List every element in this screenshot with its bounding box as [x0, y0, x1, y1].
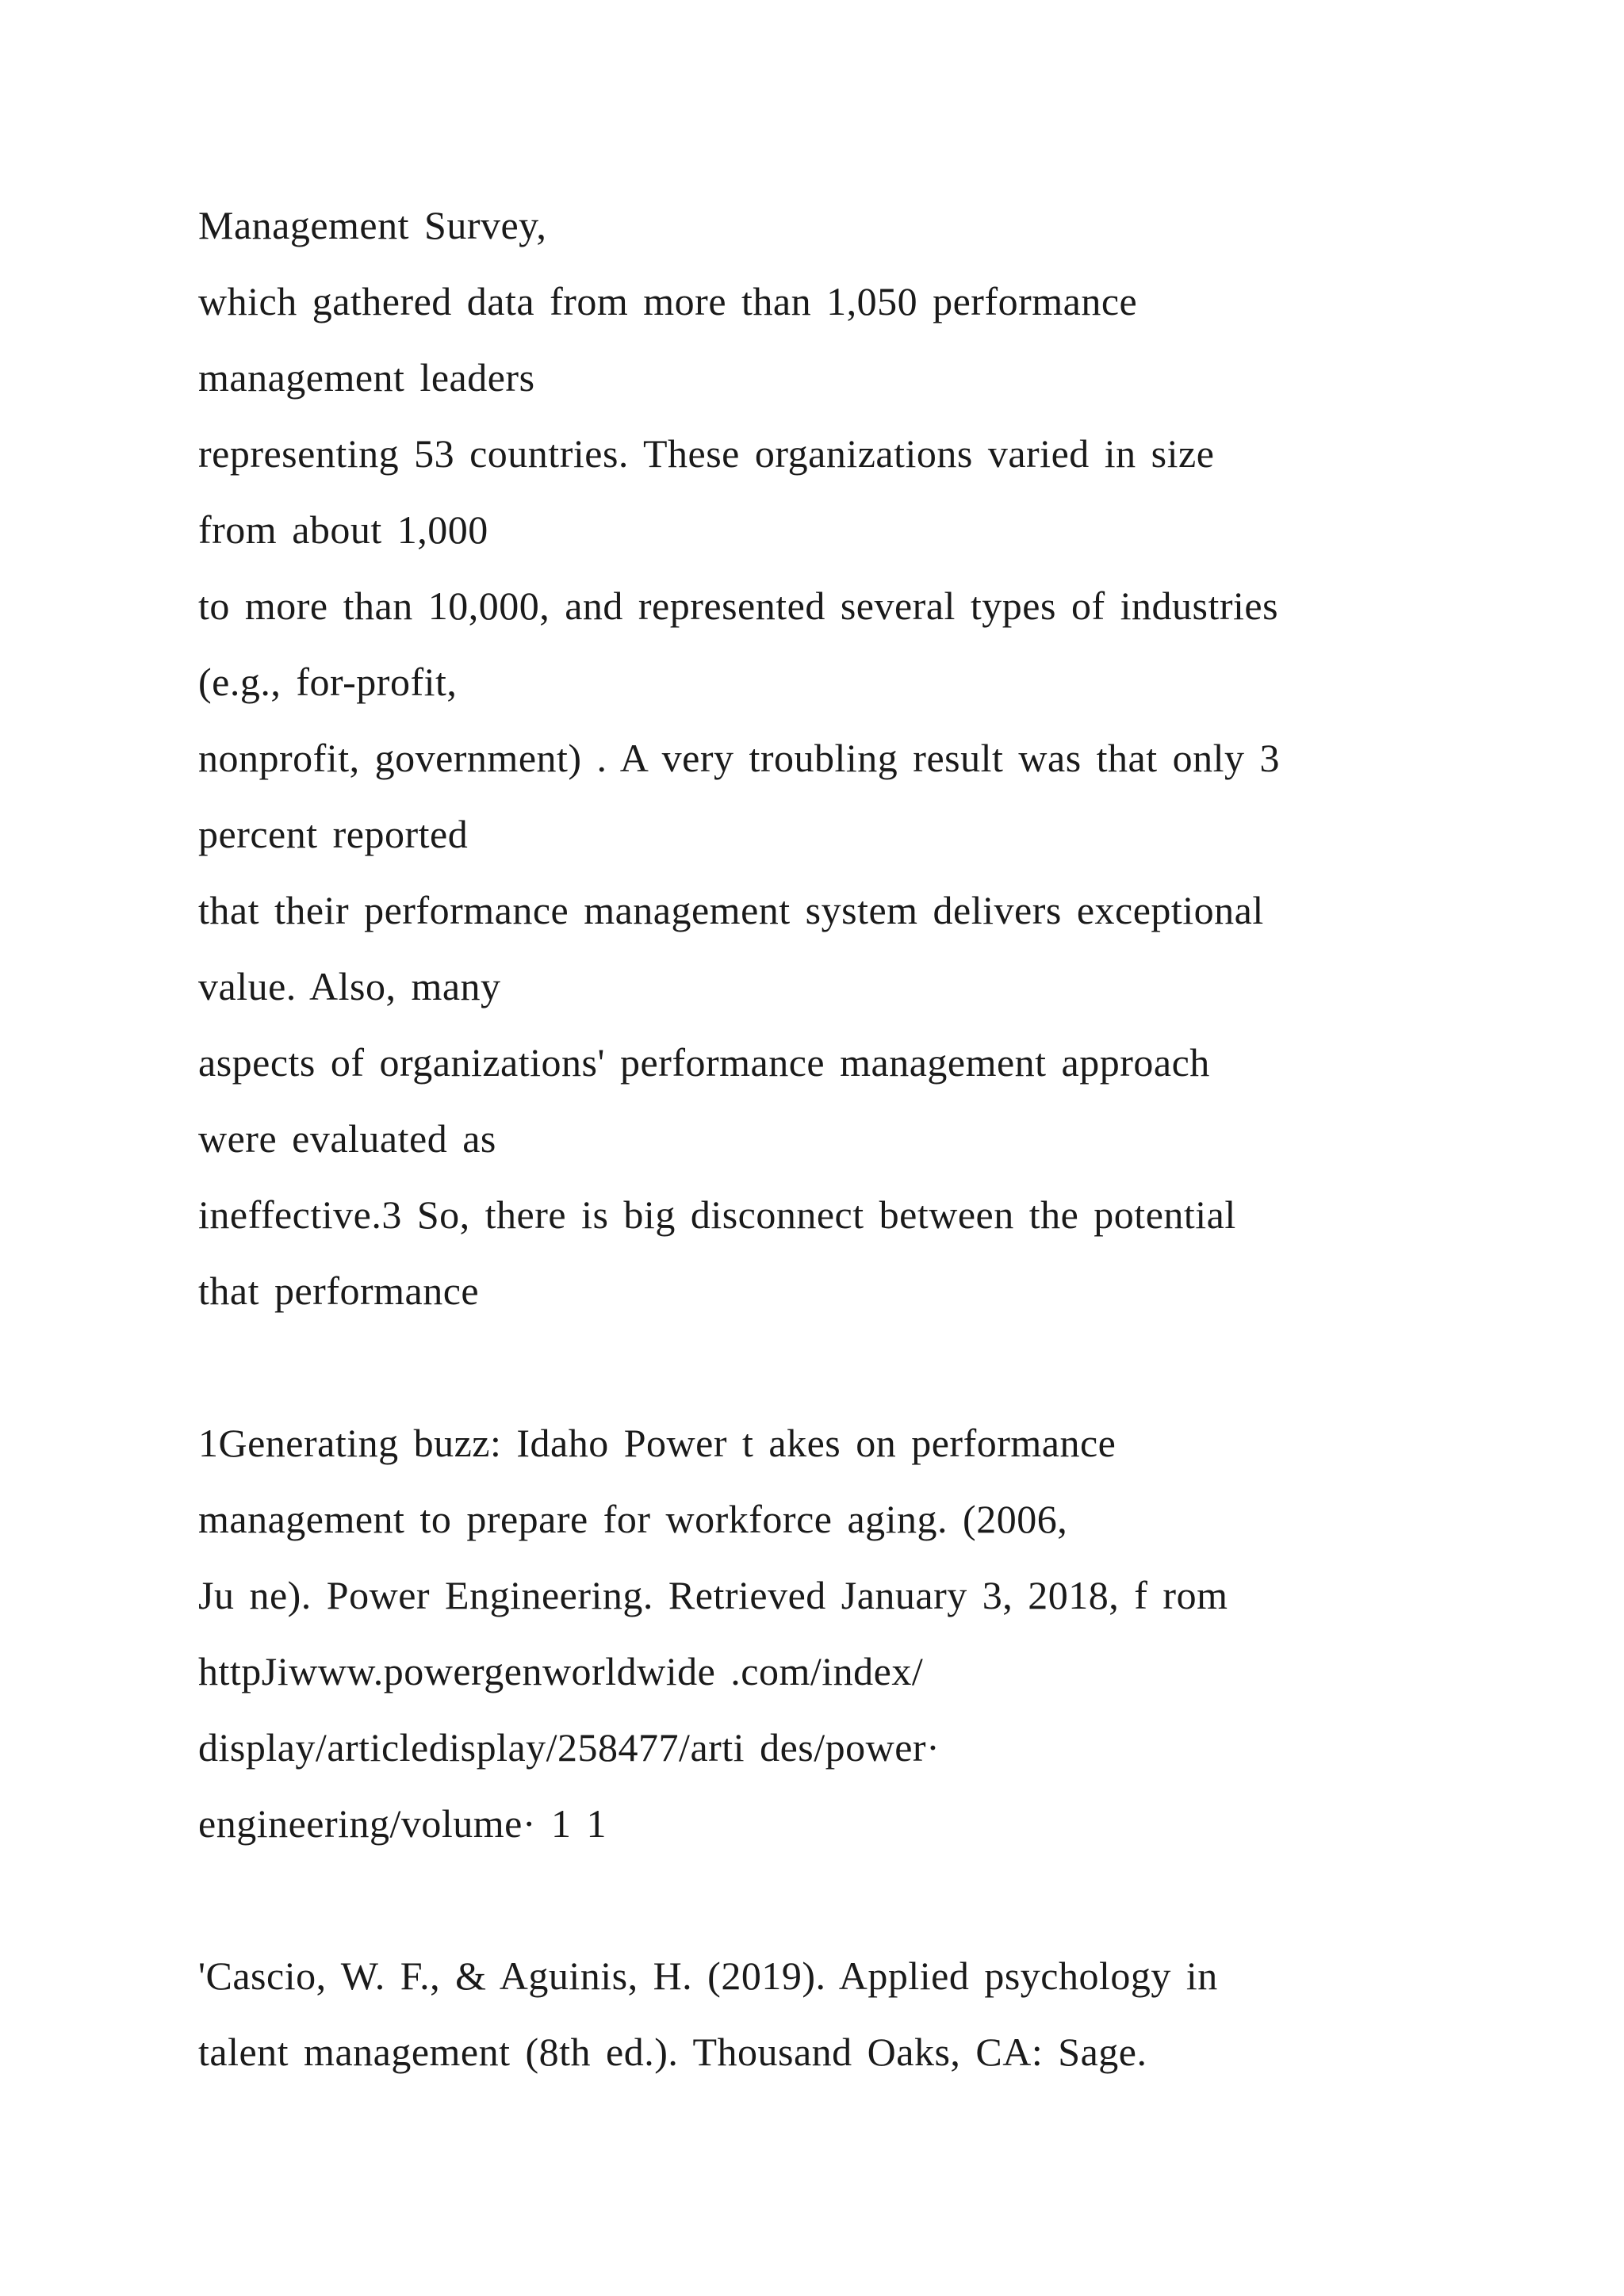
body-line: ineffective.3 So, there is big disconnect between the potential — [198, 1192, 1236, 1237]
footnote-line: display/articledisplay/258477/arti des/power· — [198, 1725, 940, 1770]
footnote-line: Ju ne). Power Engineering. Retrieved January 3, 2018, f rom — [198, 1573, 1228, 1617]
body-line: management leaders — [198, 355, 535, 400]
footnote-2 — [198, 1938, 1562, 2090]
body-paragraph — [198, 187, 1562, 1329]
footnote-line: engineering/volume· 1 1 — [198, 1801, 607, 1846]
body-line: to more than 10,000, and represented several types of industries — [198, 584, 1279, 628]
page-text — [198, 187, 1562, 2090]
body-line: that their performance management system delivers exceptional — [198, 888, 1264, 932]
footnote-line: 1Generating buzz: Idaho Power t akes on performance — [198, 1421, 1116, 1465]
body-line: that performance — [198, 1269, 480, 1313]
body-line: Management Survey, — [198, 203, 547, 247]
body-line: from about 1,000 — [198, 507, 488, 552]
paragraph-gap — [198, 1862, 1562, 1938]
footnote-line: talent management (8th ed.). Thousand Oaks, CA: Sage. — [198, 2030, 1147, 2074]
footnote-line: httpJiwww.powergenworldwide .com/index/ — [198, 1649, 924, 1693]
footnote-line: management to prepare for workforce aging. (2006, — [198, 1497, 1068, 1541]
body-line: which gathered data from more than 1,050 performance — [198, 279, 1138, 323]
body-line: were evaluated as — [198, 1116, 496, 1161]
body-line: aspects of organizations' performance management approach — [198, 1040, 1210, 1085]
body-line: (e.g., for-profit, — [198, 660, 458, 704]
body-line: value. Also, many — [198, 964, 501, 1008]
body-line: nonprofit, government) . A very troubling result was that only 3 — [198, 736, 1281, 780]
footnote-1 — [198, 1405, 1562, 1862]
footnote-line: 'Cascio, W. F., & Aguinis, H. (2019). Applied psychology in — [198, 1954, 1218, 1998]
paragraph-gap — [198, 1329, 1562, 1405]
body-line: representing 53 countries. These organizations varied in size — [198, 431, 1215, 476]
body-line: percent reported — [198, 812, 469, 856]
